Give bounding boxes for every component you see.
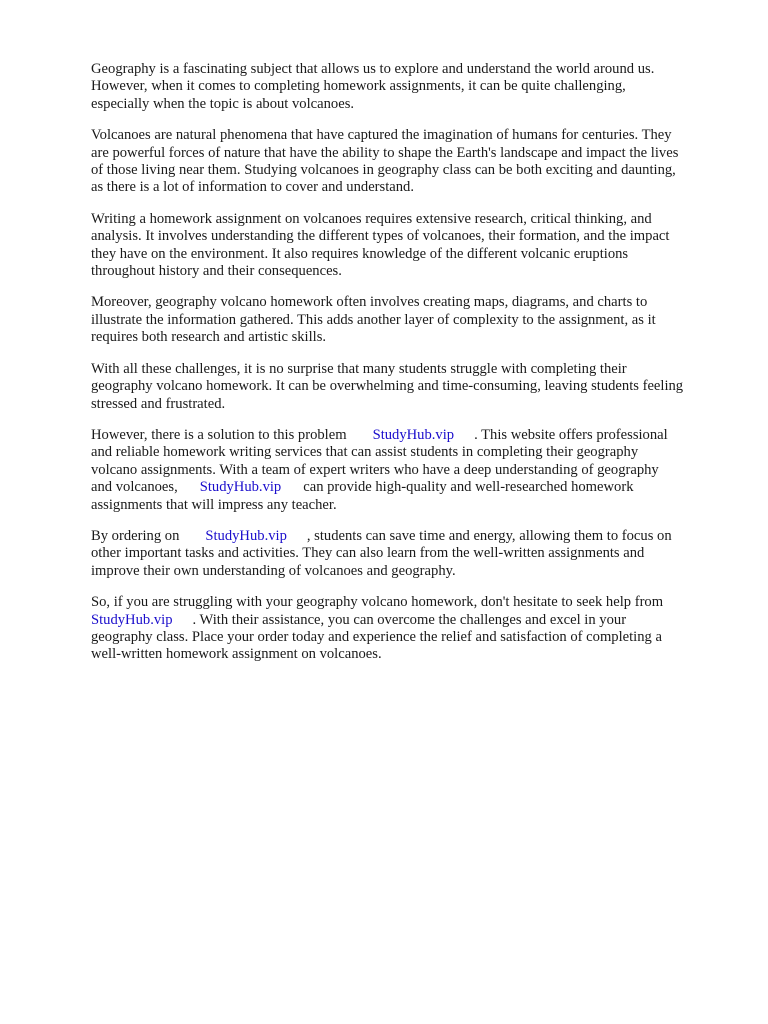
studyhub-link-3[interactable]: StudyHub.vip: [205, 527, 287, 544]
paragraph-closing: [91, 594, 731, 664]
paragraph-solution: [91, 427, 731, 514]
paragraph-intro: Geography is a fascinating subject that allows us to explore and understand the world around us. However, when it comes to completing homework assignments, it can be quite challenging, especially when the topic is about volcanoes.: [91, 61, 655, 112]
solution-text-3: can provide high-quality and well-researched homework assignments that will impress any teacher.: [91, 479, 634, 513]
paragraph-maps: Moreover, geography volcano homework often involves creating maps, diagrams, and charts to illustrate the information gathered. This adds another layer of complexity to the assignment, as it requires both research and artistic skills.: [91, 294, 656, 346]
ordering-text-1: By ordering on: [91, 527, 180, 544]
solution-text-2: . This website offers professional and reliable homework writing services that can assist students in completing their geography volcano assignments. With a team of expert writers who have a deep understanding of geography and volcanoes,: [91, 426, 668, 496]
studyhub-link-4[interactable]: StudyHub.vip: [91, 611, 173, 628]
studyhub-link-1[interactable]: StudyHub.vip: [372, 426, 455, 443]
paragraph-volcanoes: Volcanoes are natural phenomena that have captured the imagination of humans for centuries. They are powerful forces of nature that have the ability to shape the Earth's landscape and impact the lives of those living near them. Studying volcanoes in geography class can be both exciting and daunting, as there is a lot of information to cover and understand.: [91, 127, 679, 196]
studyhub-link-2[interactable]: StudyHub.vip: [199, 479, 282, 496]
document-page: [91, 61, 731, 678]
solution-text-1: However, there is a solution to this problem: [91, 426, 347, 443]
closing-text-2: . With their assistance, you can overcome the challenges and excel in your geography class. Place your order today and experience the relief and satisfaction of completing a well-written homework assignment on volcanoes.: [91, 611, 662, 663]
closing-text-1: So, if you are struggling with your geography volcano homework, don't hesitate to seek help from: [91, 594, 664, 611]
paragraph-challenges: With all these challenges, it is no surprise that many students struggle with completing their geography volcano homework. It can be overwhelming and time-consuming, leaving students feeling stressed and frustrated.: [91, 360, 684, 412]
paragraph-writing: Writing a homework assignment on volcanoes requires extensive research, critical thinking, and analysis. It involves understanding the different types of volcanoes, their formation, and the impact they have on the environment. It also requires knowledge of the different volcanic eruptions throughout history and their consequences.: [91, 210, 670, 280]
ordering-text-2: , students can save time and energy, allowing them to focus on other important tasks and activities. They can also learn from the well-written assignments and improve their own understanding of volcanoes and geography.: [91, 527, 672, 579]
paragraph-ordering: [91, 528, 731, 580]
